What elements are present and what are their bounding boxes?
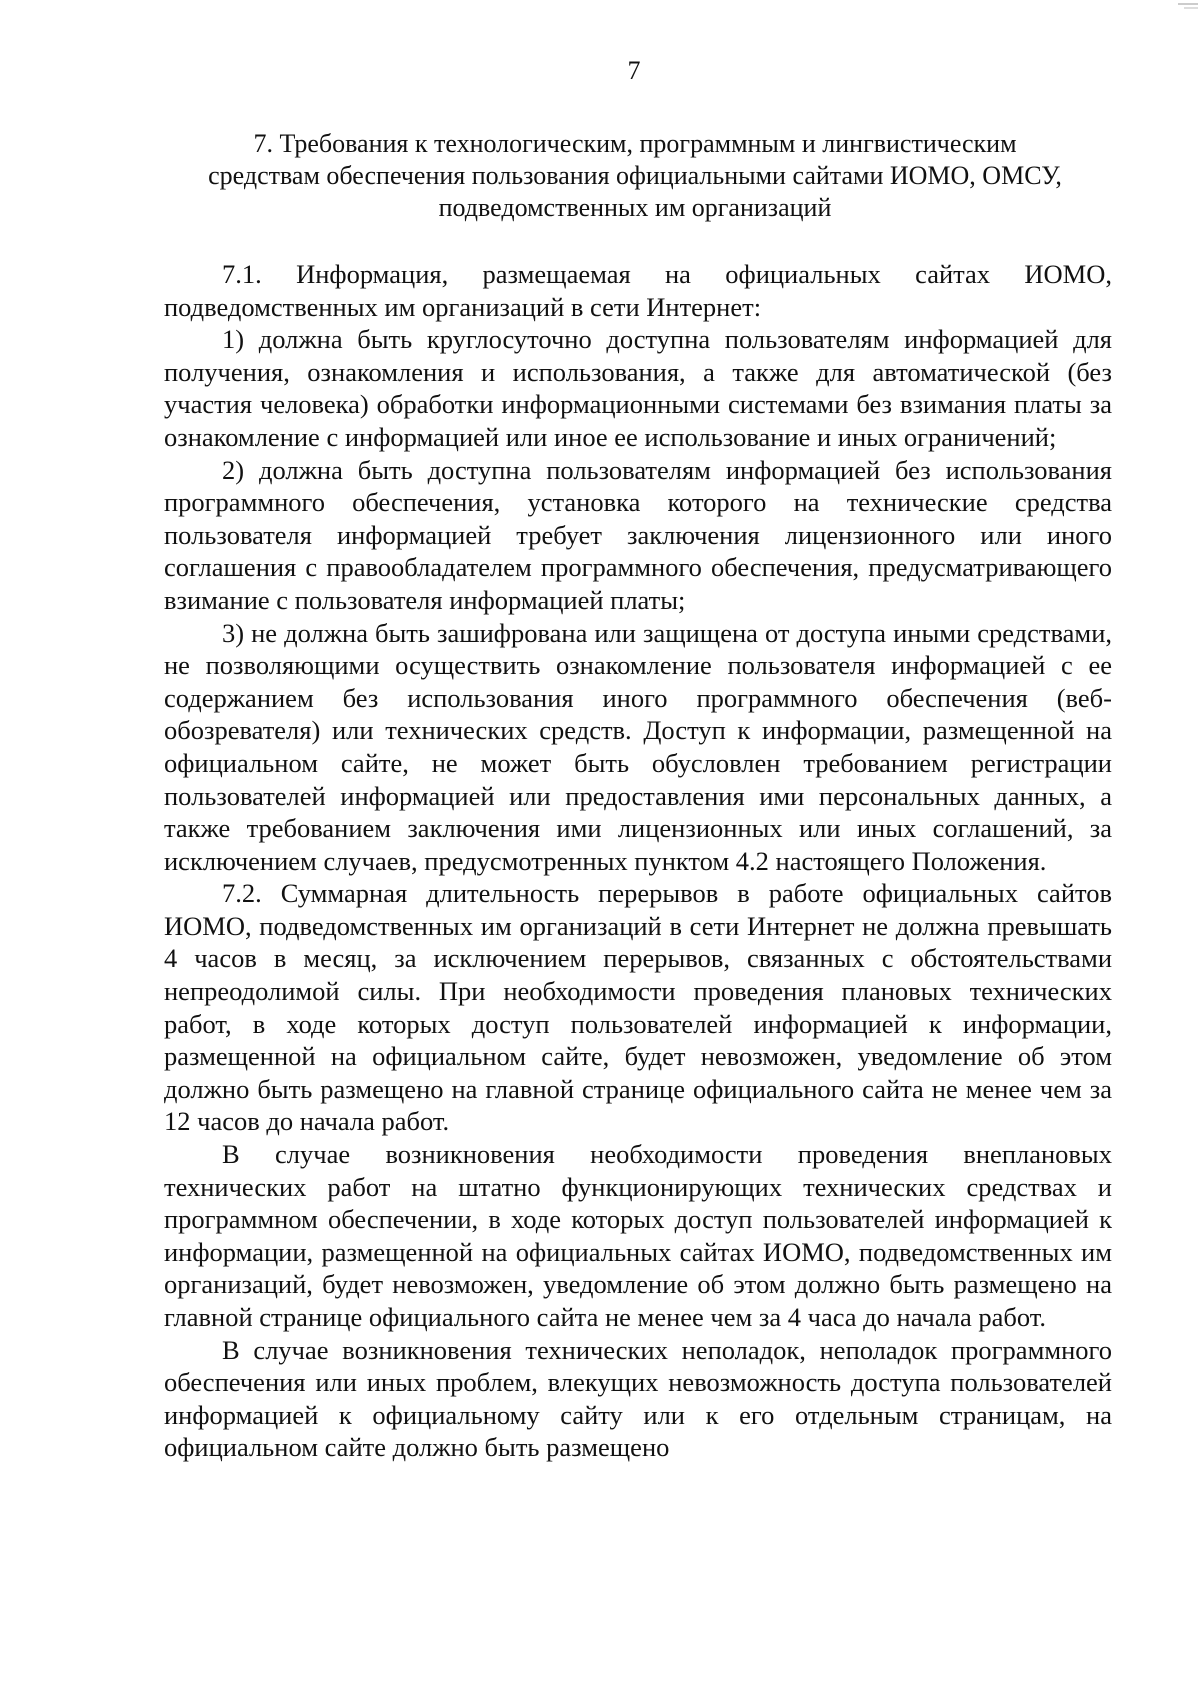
paragraph-7-2: 7.2. Суммарная длительность перерывов в работе официальных сайтов ИОМО, подведомственных им организаций в сети Интернет не должна превышать 4 часов в месяц, за исключением перерывов, связанных с обстоятельствами непреодолимой силы. При необходимости проведения плановых технических работ, в ходе которых доступ пользователей информацией к информации, размещенной на официальном сайте, будет невозможен, уведомление об этом должно быть размещено на главной странице официального сайта не менее чем за 12 часов до начала работ.	[164, 878, 1112, 1137]
paragraph-item-3: 3) не должна быть зашифрована или защищена от доступа иными средствами, не позволяющими осуществить ознакомление пользователя информацией с ее содержанием без использования иного программного обеспечения (веб-обозревателя) или технических средств. Доступ к информации, размещенной на официальном сайте, не может быть обусловлен требованием регистрации пользователей информацией или предоставления ими персональных данных, а также требованием заключения ими лицензионных или иных соглашений, за исключением случаев, предусмотренных пунктом 4.2 настоящего Положения.	[164, 617, 1112, 876]
paragraph-7-1-intro: 7.1. Информация, размещаемая на официальных сайтах ИОМО, подведомственных им организаций в сети Интернет:	[164, 259, 1112, 322]
paragraph-unplanned-works: В случае возникновения необходимости проведения внеплановых технических работ на штатно функционирующих технических средствах и программном обеспечении, в ходе которых доступ пользователей информацией к информации, размещенной на официальных сайтах ИОМО, подведомственных им организаций, будет невозможен, уведомление об этом должно быть размещено на главной странице официального сайта не менее чем за 4 часа до начала работ.	[164, 1139, 1112, 1332]
section-heading-line: средствам обеспечения пользования официальными сайтами ИОМО, ОМСУ,	[208, 161, 1062, 190]
page-number: 7	[627, 56, 641, 85]
paragraph-technical-problems: В случае возникновения технических неполадок, неполадок программного обеспечения или иных проблем, влекущих невозможность доступа пользователей информацией к официальному сайту или к его отдельным страницам, на официальном сайте должно быть размещено	[164, 1334, 1112, 1463]
paragraph-item-2: 2) должна быть доступна пользователям информацией без использования программного обеспечения, установка которого на технические средства пользователя информацией требует заключения лицензионного или иного соглашения с правообладателем программного обеспечения, предусматривающего взимание с пользователя информацией платы;	[164, 454, 1112, 615]
section-heading-line: подведомственных им организаций	[438, 193, 832, 222]
paragraph-item-1: 1) должна быть круглосуточно доступна пользователям информацией для получения, ознакомления и использования, а также для автоматической (без участия человека) обработки информационными системами без взимания платы за ознакомление с информацией или иное ее использование и иных ограничений;	[164, 324, 1112, 452]
document-body	[164, 258, 1112, 1464]
scan-corner-marks	[1140, 0, 1200, 20]
section-heading	[160, 128, 1110, 224]
section-heading-line: 7. Требования к технологическим, программным и лингвистическим	[253, 129, 1017, 158]
